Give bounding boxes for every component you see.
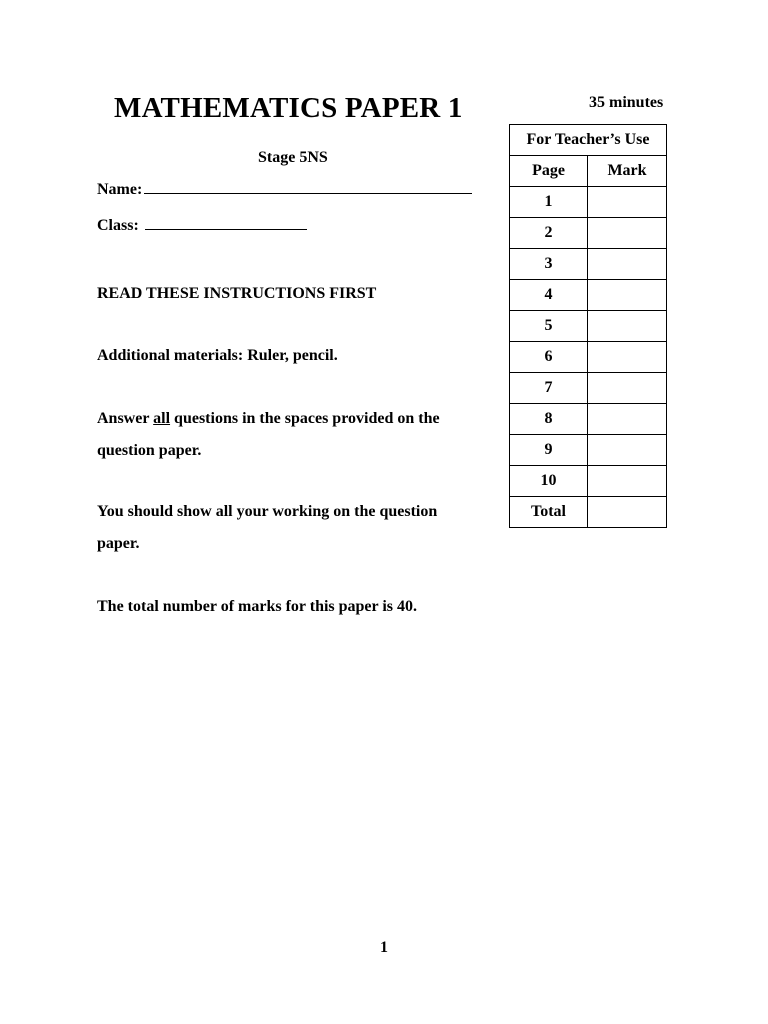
class-answer-line[interactable] [145, 215, 307, 230]
answer-instruction [97, 403, 482, 467]
working-instruction: You should show all your working on the question paper. [97, 503, 438, 552]
table-row [510, 466, 667, 497]
page-number: 1 [380, 939, 388, 956]
page-cell: 3 [510, 249, 588, 280]
table-row [510, 373, 667, 404]
page-cell: 8 [510, 404, 588, 435]
table-row [510, 342, 667, 373]
mark-cell[interactable] [588, 404, 667, 435]
teacher-use-table [509, 124, 667, 528]
mark-column-header: Mark [588, 156, 667, 187]
mark-cell[interactable] [588, 466, 667, 497]
name-field[interactable] [97, 179, 472, 199]
page-cell: 4 [510, 280, 588, 311]
mark-cell[interactable] [588, 373, 667, 404]
materials-instruction: Additional materials: Ruler, pencil. [97, 347, 338, 364]
page-cell: 5 [510, 311, 588, 342]
table-row [510, 249, 667, 280]
mark-cell[interactable] [588, 218, 667, 249]
instructions-heading: READ THESE INSTRUCTIONS FIRST [97, 285, 377, 302]
page-cell: 1 [510, 187, 588, 218]
teacher-use-caption: For Teacher’s Use [510, 125, 667, 156]
page-cell: 2 [510, 218, 588, 249]
page-cell: 9 [510, 435, 588, 466]
name-answer-line[interactable] [144, 179, 472, 194]
name-label: Name: [97, 181, 143, 198]
class-field[interactable] [97, 215, 307, 235]
mark-cell[interactable] [588, 435, 667, 466]
stage-label: Stage 5NS [258, 149, 328, 166]
table-row [510, 187, 667, 218]
page-cell: 7 [510, 373, 588, 404]
answer-prefix: Answer [97, 410, 154, 427]
table-row [510, 404, 667, 435]
paper-title: MATHEMATICS PAPER 1 [114, 92, 463, 124]
class-label: Class: [97, 217, 139, 234]
mark-cell[interactable] [588, 497, 667, 528]
mark-cell[interactable] [588, 311, 667, 342]
table-row [510, 311, 667, 342]
total-marks-instruction: The total number of marks for this paper is 40. [97, 598, 418, 615]
mark-cell[interactable] [588, 280, 667, 311]
mark-cell[interactable] [588, 249, 667, 280]
table-row [510, 497, 667, 528]
duration-label: 35 minutes [589, 94, 664, 111]
mark-cell[interactable] [588, 187, 667, 218]
page-column-header: Page [510, 156, 588, 187]
marks-table-body [510, 187, 667, 528]
answer-emphasis: all [153, 410, 171, 427]
answer-suffix: questions in the spaces provided on the question paper. [97, 410, 440, 459]
table-row [510, 218, 667, 249]
mark-cell[interactable] [588, 342, 667, 373]
table-row [510, 435, 667, 466]
table-row [510, 280, 667, 311]
page-cell: Total [510, 497, 588, 528]
page-cell: 6 [510, 342, 588, 373]
page-cell: 10 [510, 466, 588, 497]
